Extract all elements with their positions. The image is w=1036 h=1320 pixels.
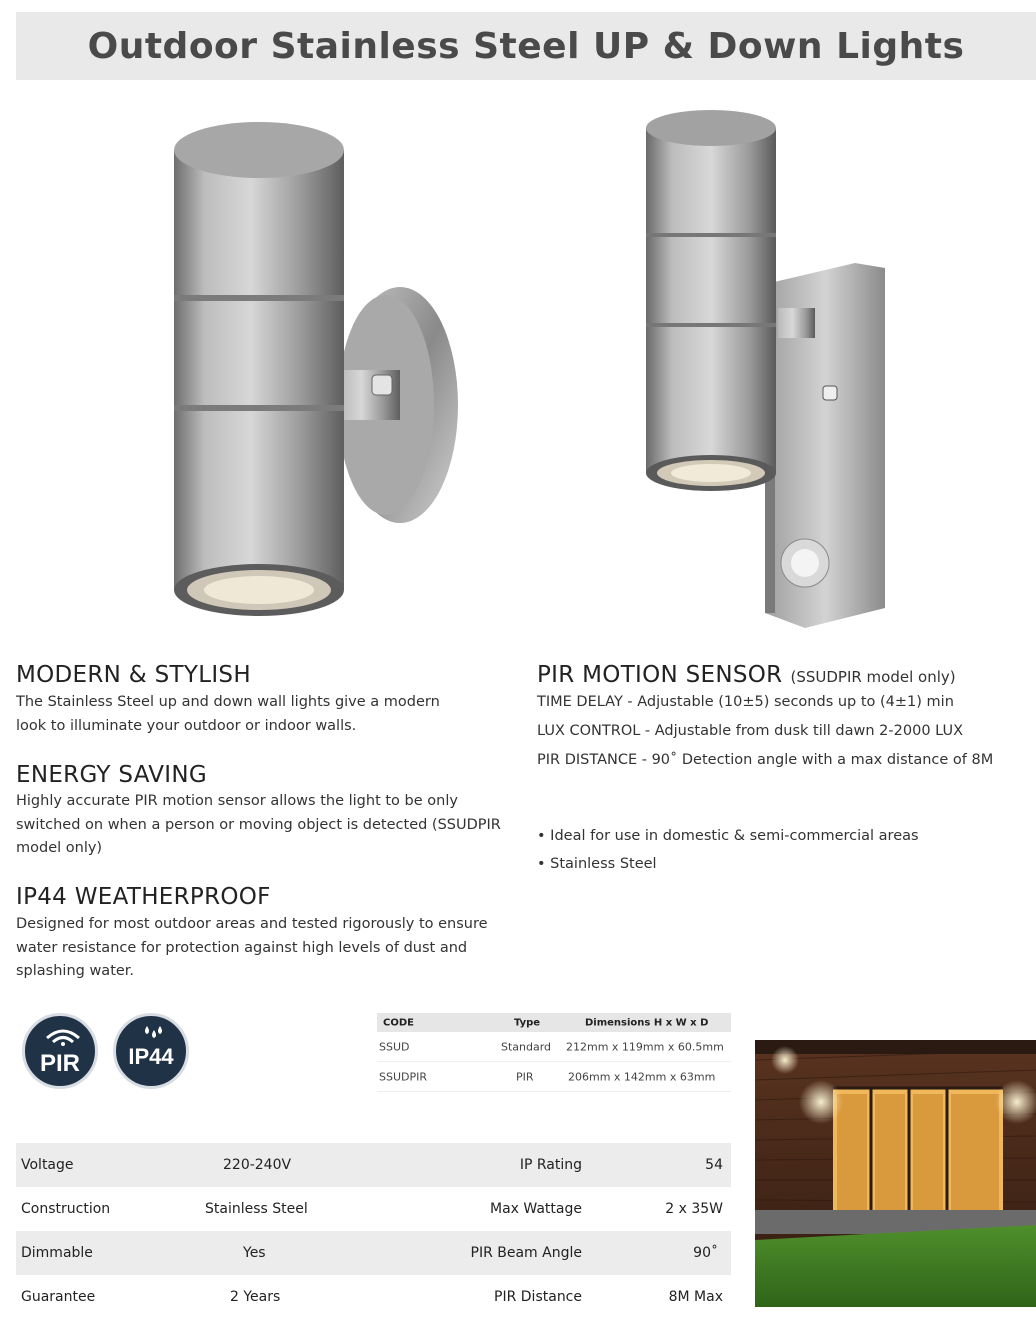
pir-line-lux-control: LUX CONTROL - Adjustable from dusk till dawn 2-2000 LUX — [537, 723, 964, 739]
bullet-stainless: • Stainless Steel — [537, 856, 657, 872]
spec-label: Max Wattage — [490, 1201, 582, 1217]
pir-line-distance: PIR DISTANCE - 90˚ Detection angle with a max distance of 8M — [537, 752, 994, 768]
feature-heading-modern: MODERN & STYLISH — [16, 662, 251, 688]
pir-heading: PIR MOTION SENSOR — [537, 662, 783, 688]
specifications-table — [16, 1143, 731, 1319]
spec-row — [16, 1143, 731, 1187]
type-cell: PIR — [516, 1070, 534, 1083]
page-title: Outdoor Stainless Steel UP & Down Lights — [87, 26, 965, 67]
codes-header-dimensions: Dimensions H x W x D — [585, 1017, 709, 1028]
bullet-domestic: • Ideal for use in domestic & semi-commercial areas — [537, 828, 919, 844]
spec-value: 2 x 35W — [665, 1201, 723, 1217]
product-image-pir — [640, 108, 900, 628]
dimensions-cell: 206mm x 142mm x 63mm — [568, 1070, 716, 1083]
spec-label: Guarantee — [21, 1289, 96, 1305]
spec-label: IP Rating — [519, 1157, 582, 1173]
ip44-badge — [113, 1013, 189, 1089]
dimensions-cell: 212mm x 119mm x 60.5mm — [566, 1040, 724, 1053]
pir-note: (SSUDPIR model only) — [790, 668, 956, 686]
spec-value: 2 Years — [230, 1289, 281, 1305]
spec-label: PIR Beam Angle — [470, 1245, 582, 1261]
pir-line-time-delay: TIME DELAY - Adjustable (10±5) seconds up to (4±1) min — [537, 694, 954, 710]
spec-label: Voltage — [21, 1157, 74, 1173]
installed-lights-photo — [755, 1040, 1036, 1307]
ip44-badge-label: IP44 — [128, 1044, 174, 1069]
title-bar — [16, 12, 1036, 80]
wifi-signal-icon — [43, 1024, 83, 1046]
spec-label: Dimmable — [21, 1245, 93, 1261]
feature-text-modern: The Stainless Steel up and down wall lights give a modern look to illuminate your outdoor or indoor walls. — [16, 694, 440, 734]
type-cell: Standard — [501, 1040, 552, 1053]
spec-value: Yes — [243, 1245, 266, 1261]
water-drops-icon — [140, 1024, 168, 1040]
table-row — [377, 1062, 731, 1092]
product-codes-table — [377, 1013, 731, 1092]
spec-value: 220-240V — [223, 1157, 292, 1173]
spec-row — [16, 1275, 731, 1319]
feature-text-energy: Highly accurate PIR motion sensor allows the light to be only switched on when a person or moving object is detected (SSUDPIR model only) — [16, 793, 501, 856]
spec-row — [16, 1187, 731, 1231]
pir-badge-label: PIR — [39, 1050, 80, 1077]
pir-heading-block — [537, 662, 956, 688]
codes-header-code: CODE — [383, 1017, 414, 1028]
codes-header-type: Type — [514, 1017, 541, 1028]
spec-label: Construction — [21, 1201, 111, 1217]
code-cell: SSUD — [379, 1040, 410, 1053]
table-row — [377, 1032, 731, 1062]
codes-header-row — [377, 1013, 731, 1032]
feature-heading-energy: ENERGY SAVING — [16, 762, 208, 788]
spec-value: 90˚ — [693, 1245, 718, 1261]
code-cell: SSUDPIR — [379, 1070, 428, 1083]
feature-heading-ip44: IP44 WEATHERPROOF — [16, 884, 271, 910]
spec-value: Stainless Steel — [205, 1201, 308, 1217]
pir-badge — [22, 1013, 98, 1089]
spec-value: 54 — [705, 1157, 723, 1173]
spec-row — [16, 1231, 731, 1275]
feature-text-ip44: Designed for most outdoor areas and tested rigorously to ensure water resistance for protection against high levels of dust and splashing water. — [16, 916, 488, 979]
spec-value: 8M Max — [668, 1289, 723, 1305]
spec-label: PIR Distance — [494, 1289, 582, 1305]
product-image-standard — [160, 110, 470, 620]
